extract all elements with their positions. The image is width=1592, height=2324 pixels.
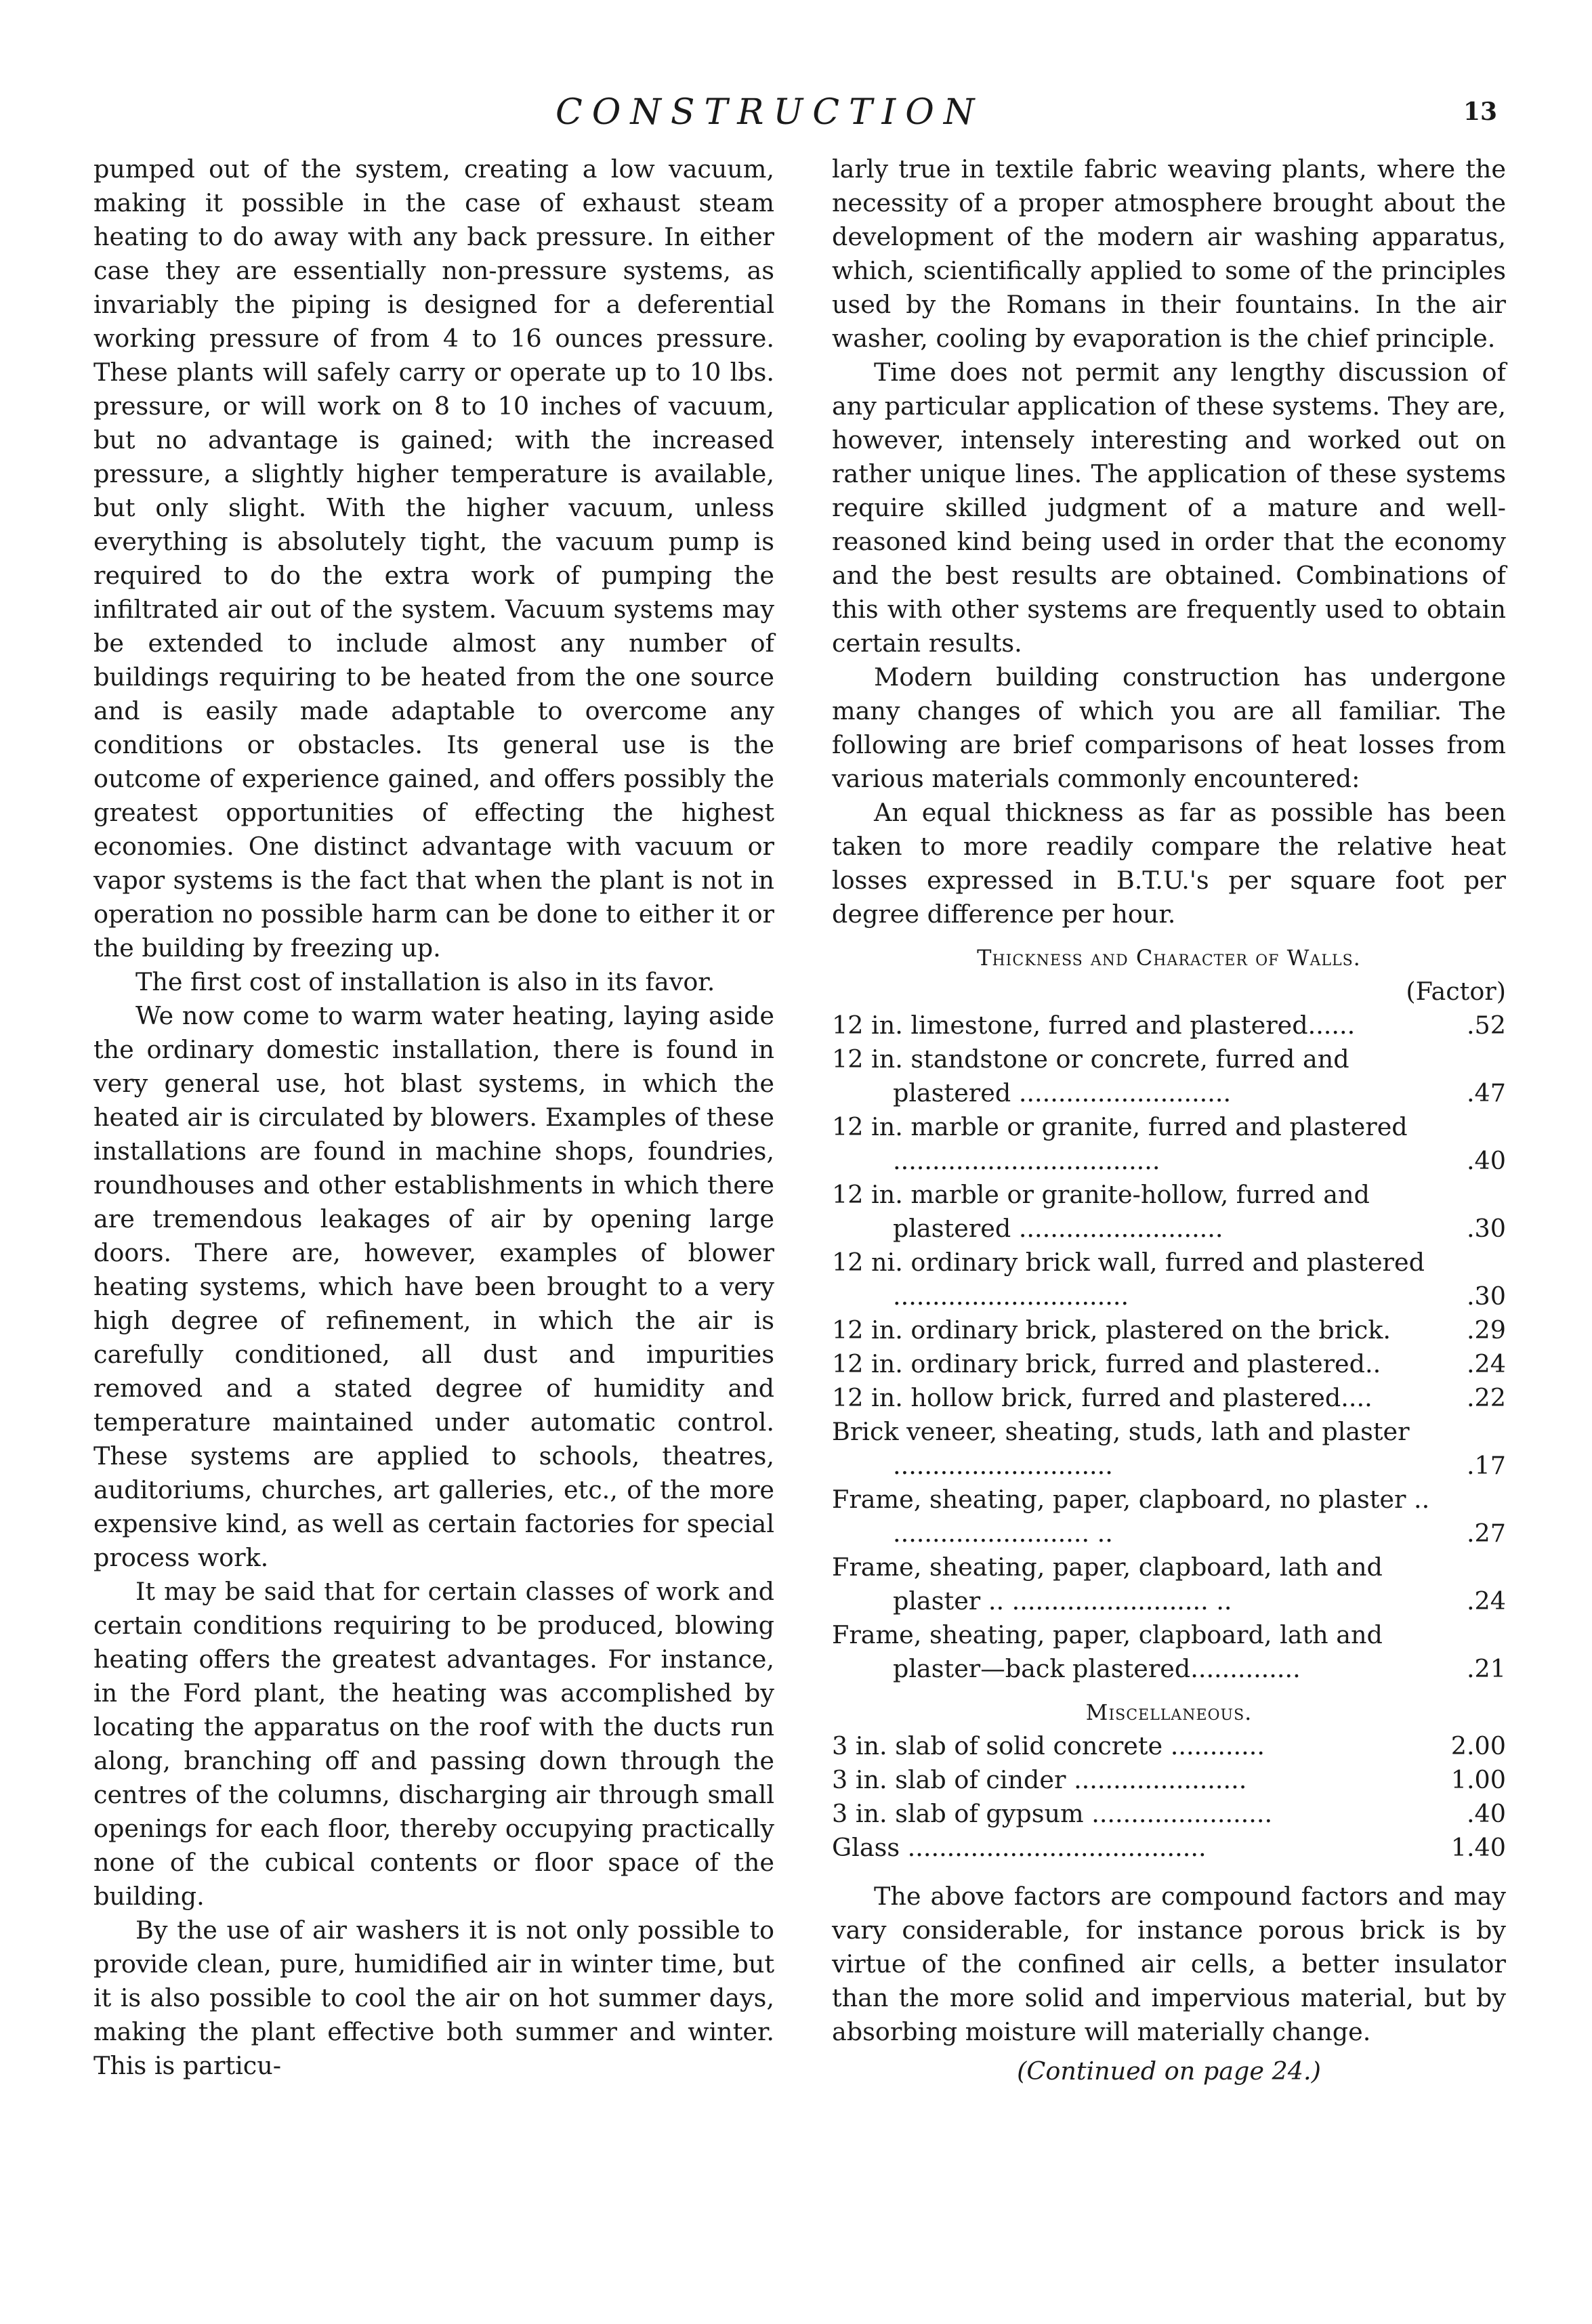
misc-factor: 1.00	[1450, 1765, 1506, 1794]
body-paragraph: An equal thickness as far as possible has been taken to more readily compare the relative heat losses expressed in B.T.U.'s per square foot per degree difference per hour.	[832, 798, 1506, 929]
walls-table-row	[832, 1009, 1506, 1042]
walls-table-row	[832, 1246, 1506, 1313]
wall-factor: .47	[1466, 1078, 1506, 1107]
wall-description: Frame, sheating, paper, clapboard, no plaster .. ......................... ..	[832, 1485, 1430, 1548]
wall-description: 12 in. ordinary brick, furred and plastered..	[832, 1349, 1381, 1378]
misc-description: 3 in. slab of gypsum .......................	[832, 1799, 1273, 1828]
misc-factor: 2.00	[1450, 1731, 1506, 1760]
wall-factor: .52	[1466, 1011, 1506, 1040]
wall-description: Brick veneer, sheating, studs, lath and plaster ............................	[832, 1417, 1410, 1480]
wall-factor: .24	[1466, 1349, 1506, 1378]
misc-factor: 1.40	[1450, 1833, 1506, 1862]
walls-table-row	[832, 1618, 1506, 1686]
misc-description: 3 in. slab of solid concrete ............	[832, 1731, 1265, 1760]
wall-description: 12 ni. ordinary brick wall, furred and plastered ..............................	[832, 1248, 1425, 1311]
body-paragraph: The first cost of installation is also in its favor.	[135, 967, 715, 996]
walls-table-row	[832, 1042, 1506, 1110]
wall-factor: .29	[1466, 1315, 1506, 1345]
wall-description: 12 in. standstone or concrete, furred and plastered ...........................	[832, 1044, 1349, 1107]
walls-table-row	[832, 1550, 1506, 1618]
continued-note: (Continued on page 24.)	[1017, 2056, 1321, 2086]
walls-table-row	[832, 1347, 1506, 1381]
wall-factor: .27	[1466, 1519, 1506, 1548]
misc-table-heading: Miscellaneous.	[1085, 1699, 1253, 1725]
wall-factor: .40	[1466, 1146, 1506, 1175]
misc-factor: .40	[1466, 1799, 1506, 1828]
walls-table	[832, 1009, 1506, 1686]
wall-description: Frame, sheating, paper, clapboard, lath and plaster .. ......................... ..	[832, 1552, 1383, 1615]
running-head	[0, 92, 1592, 140]
body-paragraph: pumped out of the system, creating a low vacuum, making it possible in the case of exhaust steam heating to do away with any back pressure. In either case they are essentially non-pressure systems, as invariably the piping is designed for a deferential working pressure of from 4 to 16 ounces pressure. These plants will safely carry or operate up to 10 lbs. pressure, or will work on 8 to 10 inches of vacuum, but no advantage is gained; with the increased pressure, a slightly higher temperature is available, but only slight. With the higher vacuum, unless everything is absolutely tight, the vacuum pump is required to do the extra work of pumping the infiltrated air out of the system. Vacuum systems may be extended to include almost any number of buildings requiring to be heated from the one source and is easily made adaptable to overcome any conditions or obstacles. Its general use is the outcome of experience gained, and offers possibly the greatest opportunities of effecting the highest economies. One distinct advantage with vacuum or vapor systems is the fact that when the plant is not in operation no possible harm can be done to either it or the building by freezing up.	[93, 154, 774, 963]
misc-table-row	[832, 1831, 1506, 1865]
walls-table-row	[832, 1110, 1506, 1178]
wall-factor: .24	[1466, 1586, 1506, 1615]
wall-description: 12 in. marble or granite, furred and plastered ..................................	[832, 1112, 1408, 1175]
wall-description: 12 in. marble or granite-hollow, furred and plastered ..........................	[832, 1180, 1370, 1243]
misc-description: Glass ......................................	[832, 1833, 1207, 1862]
misc-table-row	[832, 1729, 1506, 1763]
factor-column-label: (Factor)	[1406, 977, 1506, 1006]
misc-description: 3 in. slab of cinder ......................	[832, 1765, 1247, 1794]
page-number: 13	[1463, 98, 1498, 126]
wall-factor: .21	[1466, 1654, 1506, 1683]
wall-description: 12 in. ordinary brick, plastered on the brick.	[832, 1315, 1391, 1345]
body-paragraph: By the use of air washers it is not only possible to provide clean, pure, humidified air in winter time, but it is also possible to cool the air on hot summer days, making the plant effective both summer and winter. This is particu-	[93, 1916, 774, 2080]
body-paragraph: Time does not permit any lengthy discussion of any particular application of these systems. They are, however, intensely interesting and worked out on rather unique lines. The application of these systems require skilled judgment of a mature and well-reasoned kind being used in order that the economy and the best results are obtained. Combinations of this with other systems are frequently used to obtain certain results.	[832, 358, 1506, 658]
walls-table-row	[832, 1483, 1506, 1550]
right-column	[832, 152, 1506, 2088]
walls-table-row	[832, 1381, 1506, 1415]
body-paragraph: larly true in textile fabric weaving plants, where the necessity of a proper atmosphere brought about the development of the modern air washing apparatus, which, scientifically applied to some of the principles used by the Romans in their fountains. In the air washer, cooling by evaporation is the chief principle.	[832, 154, 1506, 353]
body-paragraph: Modern building construction has undergone many changes of which you are all familiar. The following are brief comparisons of heat losses from various materials commonly encountered:	[832, 662, 1506, 793]
left-column	[93, 152, 774, 2083]
walls-table-row	[832, 1313, 1506, 1347]
wall-description: 12 in. hollow brick, furred and plastered....	[832, 1383, 1373, 1412]
wall-factor: .30	[1466, 1282, 1506, 1311]
walls-table-row	[832, 1178, 1506, 1246]
wall-description: 12 in. limestone, furred and plastered......	[832, 1011, 1356, 1040]
wall-factor: .30	[1466, 1214, 1506, 1243]
misc-table-row	[832, 1797, 1506, 1831]
walls-table-row	[832, 1415, 1506, 1483]
wall-factor: .17	[1466, 1451, 1506, 1480]
closing-paragraph: The above factors are compound factors and may vary considerable, for instance porous brick is by virtue of the confined air cells, a better insulator than the more solid and impervious material, but by absorbing moisture will materially change.	[832, 1882, 1506, 2046]
walls-table-heading: Thickness and Character of Walls.	[977, 945, 1361, 971]
misc-table	[832, 1729, 1506, 1865]
wall-factor: .22	[1466, 1383, 1506, 1412]
body-paragraph: We now come to warm water heating, laying aside the ordinary domestic installation, there is found in very general use, hot blast systems, in which the heated air is circulated by blowers. Examples of these installations are found in machine shops, foundries, roundhouses and other establishments in which there are tremendous leakages of air by opening large doors. There are, however, examples of blower heating systems, which have been brought to a very high degree of refinement, in which the air is carefully conditioned, all dust and impurities removed and a stated degree of humidity and temperature maintained under automatic control. These systems are applied to schools, theatres, auditoriums, churches, art galleries, etc., of the more expensive kind, as well as certain factories for special process work.	[93, 1001, 774, 1572]
body-paragraph: It may be said that for certain classes of work and certain conditions requiring to be produced, blowing heating offers the greatest advantages. For instance, in the Ford plant, the heating was accomplished by locating the apparatus on the roof with the ducts run along, branching off and passing down through the centres of the columns, discharging air through small openings for each floor, thereby occupying practically none of the cubical contents or floor space of the building.	[93, 1577, 774, 1911]
misc-table-row	[832, 1763, 1506, 1797]
wall-description: Frame, sheating, paper, clapboard, lath and plaster—back plastered..............	[832, 1620, 1383, 1683]
journal-title: CONSTRUCTION	[556, 92, 984, 133]
